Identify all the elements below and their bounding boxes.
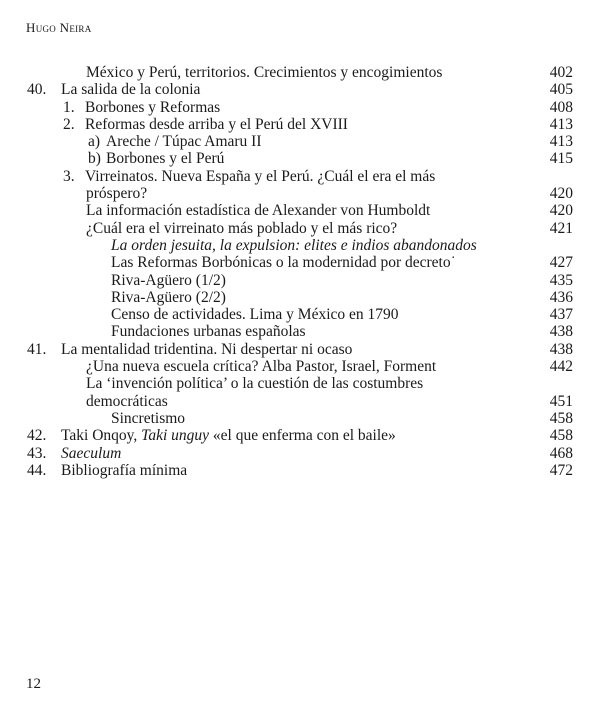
entry-title-text: Las Reformas Borbónicas o la modernidad por decreto˙ (111, 254, 456, 272)
toc-entry (0, 358, 600, 375)
entry-title-text: Riva-Agüero (1/2) (111, 271, 226, 289)
entry-title (85, 168, 435, 185)
toc-entry (0, 254, 600, 271)
entry-number: 42. (27, 427, 47, 445)
entry-page: 442 (549, 358, 573, 376)
entry-title-text: Virreinatos. Nueva España y el Perú. ¿Cuál el era el más (85, 167, 436, 185)
toc-entry (0, 445, 600, 462)
toc-entry (0, 323, 600, 340)
entry-page: 405 (549, 81, 573, 99)
entry-title (86, 358, 436, 375)
entry-page: 438 (549, 323, 573, 341)
entry-page: 420 (549, 202, 573, 220)
entry-title-text: Borbones y el Perú (106, 150, 225, 168)
entry-page: 421 (549, 219, 573, 237)
entry-title-text: Borbones y Reformas (85, 98, 221, 116)
toc-entry (0, 185, 600, 202)
entry-number: 44. (27, 461, 47, 479)
toc-entry (0, 341, 600, 358)
entry-title (86, 220, 397, 237)
entry-title (61, 427, 396, 444)
entry-number: 2. (63, 115, 75, 133)
entry-number: b) (88, 150, 101, 168)
entry-title (111, 323, 306, 340)
toc-entry (0, 133, 600, 150)
entry-title-text: La ‘invención política’ o la cuestión de las costumbres (86, 375, 424, 393)
entry-title-text: Sincretismo (111, 409, 186, 427)
entry-title (86, 393, 168, 410)
entry-number: 1. (63, 98, 75, 116)
entry-page: 435 (549, 271, 573, 289)
entry-title-text: Fundaciones urbanas españolas (111, 323, 306, 341)
entry-title-text: La orden jesuita, la expulsion: elites e indios abandonados (111, 236, 477, 254)
entry-title-text: ¿Una nueva escuela crítica? Alba Pastor, Israel, Forment (86, 358, 437, 376)
toc-entry (0, 427, 600, 444)
entry-title (61, 341, 352, 358)
entry-title-text: La información estadística de Alexander von Humboldt (86, 202, 431, 220)
entry-title-text: Riva-Agüero (2/2) (111, 288, 226, 306)
entry-page: 468 (549, 444, 573, 462)
entry-title (111, 254, 456, 271)
entry-title (111, 410, 185, 427)
entry-title-rest: «el que enferma con el baile» (209, 427, 396, 445)
entry-title (106, 133, 262, 150)
entry-title (86, 375, 423, 392)
toc-entry (0, 99, 600, 116)
entry-title (86, 64, 442, 81)
entry-number: 40. (27, 81, 47, 99)
toc-entry (0, 202, 600, 219)
entry-number: a) (88, 133, 101, 151)
entry-page: 415 (549, 150, 573, 168)
toc-entry (0, 289, 600, 306)
entry-title (61, 462, 187, 479)
entry-page: 436 (549, 288, 573, 306)
entry-title-text: Bibliografía mínima (61, 461, 188, 479)
entry-page: 402 (549, 64, 573, 81)
entry-title (61, 445, 121, 462)
toc-entry (0, 64, 600, 81)
entry-title-text: democráticas (86, 392, 168, 410)
entry-page: 413 (549, 115, 573, 133)
entry-title (111, 289, 226, 306)
entry-title (61, 81, 200, 98)
entry-title (111, 306, 399, 323)
entry-number: 3. (63, 167, 75, 185)
toc-entry (0, 393, 600, 410)
entry-title (85, 99, 220, 116)
entry-title (111, 272, 226, 289)
entry-title-text: ¿Cuál era el virreinato más poblado y el más rico? (86, 219, 398, 237)
toc-entry (0, 237, 600, 254)
entry-page: 451 (549, 392, 573, 410)
entry-title-text: La salida de la colonia (61, 81, 201, 99)
entry-title-text: Censo de actividades. Lima y México en 1790 (111, 306, 399, 324)
entry-page: 427 (549, 254, 573, 272)
entry-title-text: México y Perú, territorios. Crecimientos y encogimientos (86, 64, 443, 81)
entry-title-text: La mentalidad tridentina. Ni despertar ni ocaso (61, 340, 353, 358)
table-of-contents (0, 64, 600, 479)
toc-entry (0, 375, 600, 392)
entry-title-italic: Saeculum (61, 444, 122, 462)
running-head: Hugo Neira (26, 20, 92, 35)
entry-title (106, 150, 224, 167)
entry-number: 43. (27, 444, 47, 462)
entry-page: 408 (549, 98, 573, 116)
entry-title-text: Reformas desde arriba y el Perú del XVIII (85, 115, 348, 133)
entry-page: 458 (549, 427, 573, 445)
entry-page: 438 (549, 340, 573, 358)
toc-entry (0, 150, 600, 167)
entry-title-italic: Taki unguy (141, 427, 210, 445)
entry-page: 413 (549, 133, 573, 151)
page-number: 12 (26, 676, 41, 692)
entry-page: 472 (549, 461, 573, 479)
entry-title-text: Taki Onqoy, (61, 427, 142, 445)
toc-entry (0, 81, 600, 98)
entry-title (86, 202, 430, 219)
entry-title-text: próspero? (86, 185, 148, 203)
toc-entry (0, 168, 600, 185)
entry-title-text: Areche / Túpac Amaru II (106, 133, 262, 151)
toc-entry (0, 306, 600, 323)
entry-page: 458 (549, 409, 573, 427)
toc-entry (0, 116, 600, 133)
entry-page: 437 (549, 306, 573, 324)
entry-number: 41. (27, 340, 47, 358)
toc-entry (0, 272, 600, 289)
entry-page: 420 (549, 185, 573, 203)
toc-entry (0, 220, 600, 237)
toc-entry (0, 462, 600, 479)
entry-title (85, 116, 348, 133)
entry-title (111, 237, 477, 254)
entry-title (86, 185, 147, 202)
toc-entry (0, 410, 600, 427)
